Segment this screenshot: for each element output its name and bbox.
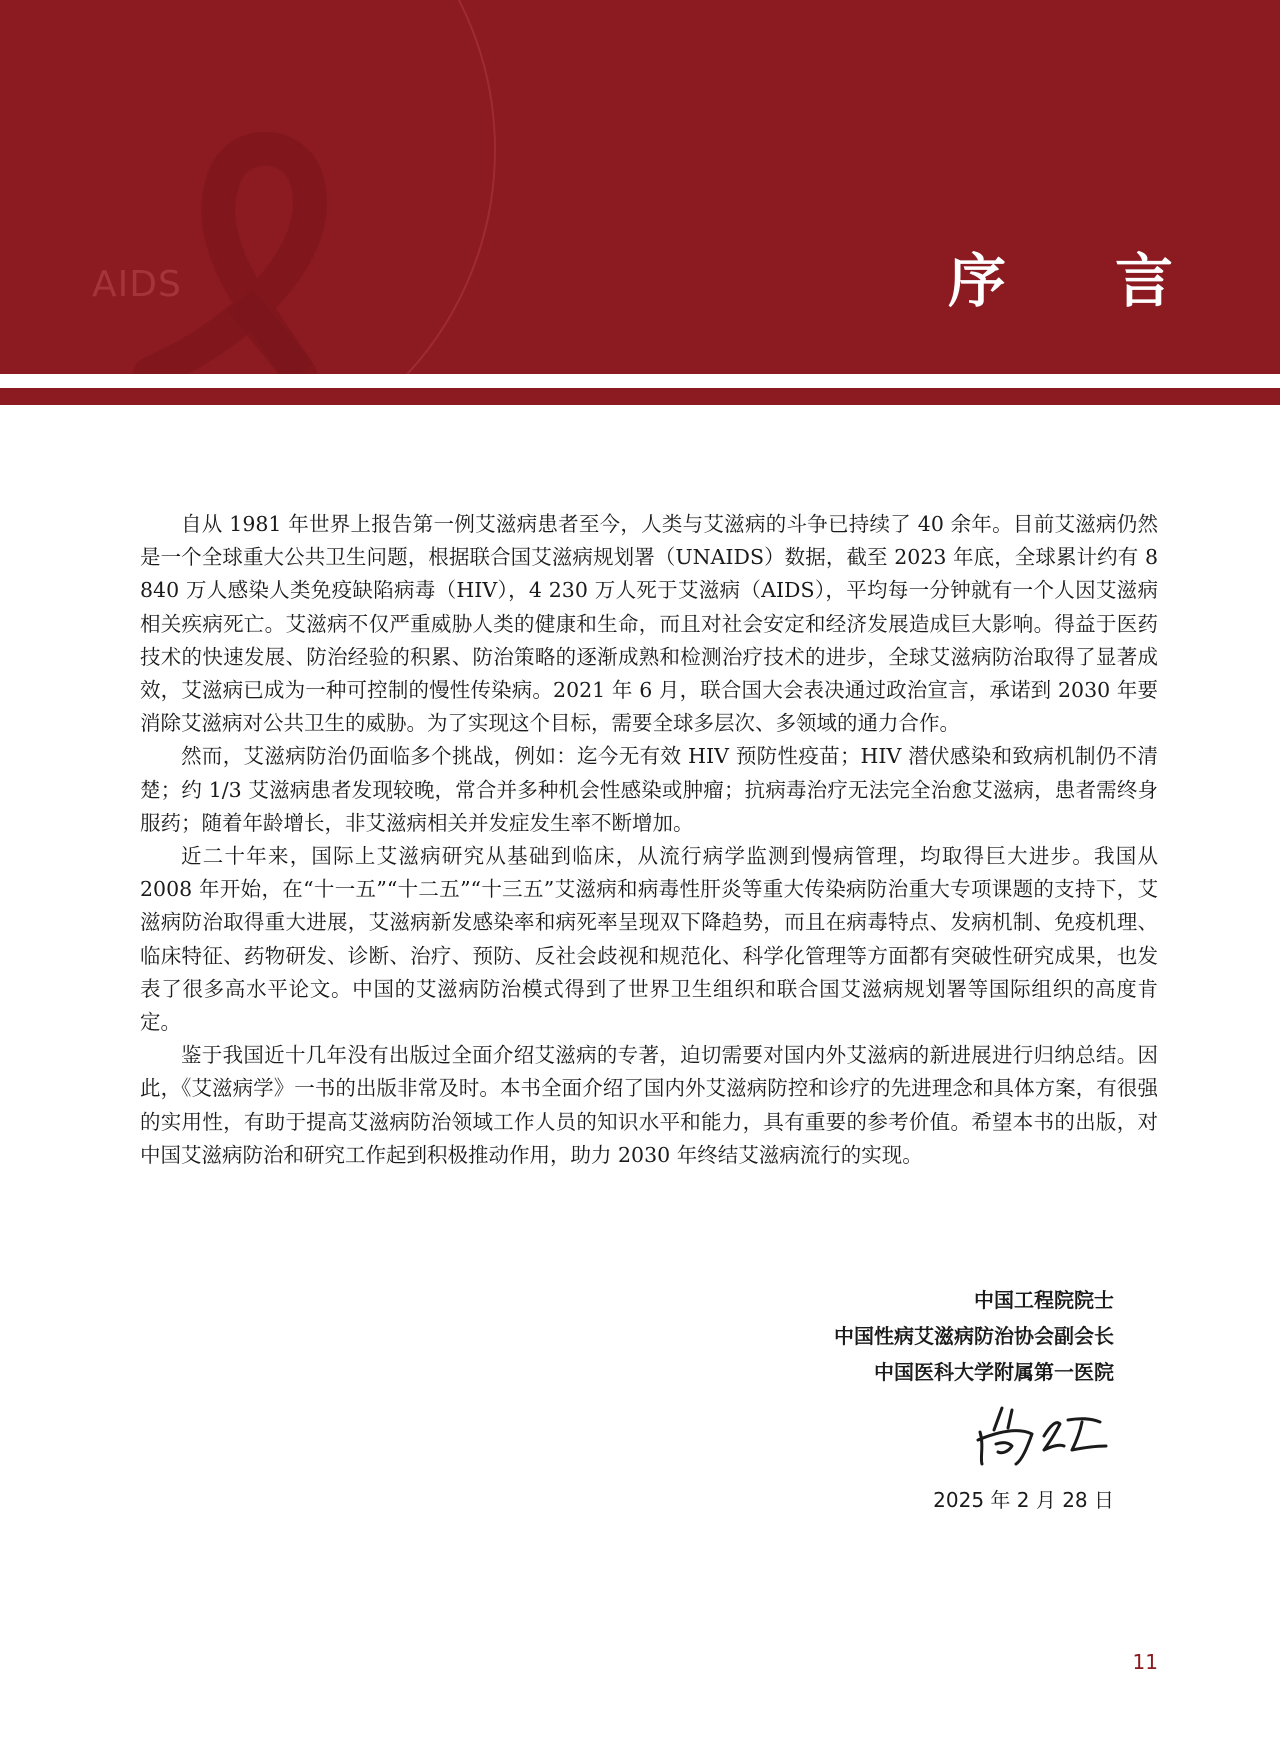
page-title xyxy=(948,246,1173,316)
affiliation-line: 中国工程院院士 xyxy=(974,1288,1114,1312)
preface-body xyxy=(140,508,1158,1172)
author-affiliations xyxy=(700,1282,1114,1390)
handwritten-signature xyxy=(972,1400,1112,1470)
aids-ribbon-icon xyxy=(0,0,1280,374)
divider-red xyxy=(0,388,1280,405)
divider-white xyxy=(0,374,1280,388)
paragraph-3: 近二十年来，国际上艾滋病研究从基础到临床，从流行病学监测到慢病管理，均取得巨大进步。我国从 2008 年开始，在“十一五”“十二五”“十三五”艾滋病和病毒性肝炎等重大传染病防治重大专项课题的支持下，艾滋病防治取得重大进展，艾滋病新发感染率和病死率呈现双下降趋势，而且在病毒特点、发病机制、免疫机理、临床特征、药物研发、诊断、治疗、预防、反社会歧视和规范化、科学化管理等方面都有突破性研究成果，也发表了很多高水平论文。中国的艾滋病防治模式得到了世界卫生组织和联合国艾滋病规划署等国际组织的高度肯定。 xyxy=(140,844,1158,1035)
title-char-1: 序 xyxy=(948,247,1007,315)
paragraph-2: 然而，艾滋病防治仍面临多个挑战，例如：迄今无有效 HIV 预防性疫苗；HIV 潜伏感染和致病机制仍不清楚；约 1/3 艾滋病患者发现较晚，常合并多种机会性感染或肿瘤；抗病毒治疗无法完全治愈艾滋病，患者需终身服药；随着年龄增长，非艾滋病相关并发症发生率不断增加。 xyxy=(140,744,1158,835)
title-char-2: 言 xyxy=(1114,247,1173,315)
paragraph-1: 自从 1981 年世界上报告第一例艾滋病患者至今，人类与艾滋病的斗争已持续了 40 余年。目前艾滋病仍然是一个全球重大公共卫生问题，根据联合国艾滋病规划署（UNAIDS）数据，截至 2023 年底，全球累计约有 8 840 万人感染人类免疫缺陷病毒（HIV），4 230 万人死于艾滋病（AIDS），平均每一分钟就有一个人因艾滋病相关疾病死亡。艾滋病不仅严重威胁人类的健康和生命，而且对社会安定和经济发展造成巨大影响。得益于医药技术的快速发展、防治经验的积累、防治策略的逐渐成熟和检测治疗技术的进步，全球艾滋病防治取得了显著成效，艾滋病已成为一种可控制的慢性传染病。2021 年 6 月，联合国大会表决通过政治宣言，承诺到 2030 年要消除艾滋病对公共卫生的威胁。为了实现这个目标，需要全球多层次、多领域的通力合作。 xyxy=(140,512,1158,736)
aids-logo-text: AIDS xyxy=(92,264,182,305)
date: 2025 年 2 月 28 日 xyxy=(933,1488,1114,1512)
affiliation-line: 中国医科大学附属第一医院 xyxy=(874,1360,1114,1384)
affiliation-line: 中国性病艾滋病防治协会副会长 xyxy=(834,1324,1114,1348)
page-number: 11 xyxy=(1132,1650,1158,1674)
paragraph-4: 鉴于我国近十几年没有出版过全面介绍艾滋病的专著，迫切需要对国内外艾滋病的新进展进行归纳总结。因此，《艾滋病学》一书的出版非常及时。本书全面介绍了国内外艾滋病防控和诊疗的先进理念和具体方案，有很强的实用性，有助于提高艾滋病防治领域工作人员的知识水平和能力，具有重要的参考价值。希望本书的出版，对中国艾滋病防治和研究工作起到积极推动作用，助力 2030 年终结艾滋病流行的实现。 xyxy=(140,1043,1158,1167)
header-banner xyxy=(0,0,1280,374)
